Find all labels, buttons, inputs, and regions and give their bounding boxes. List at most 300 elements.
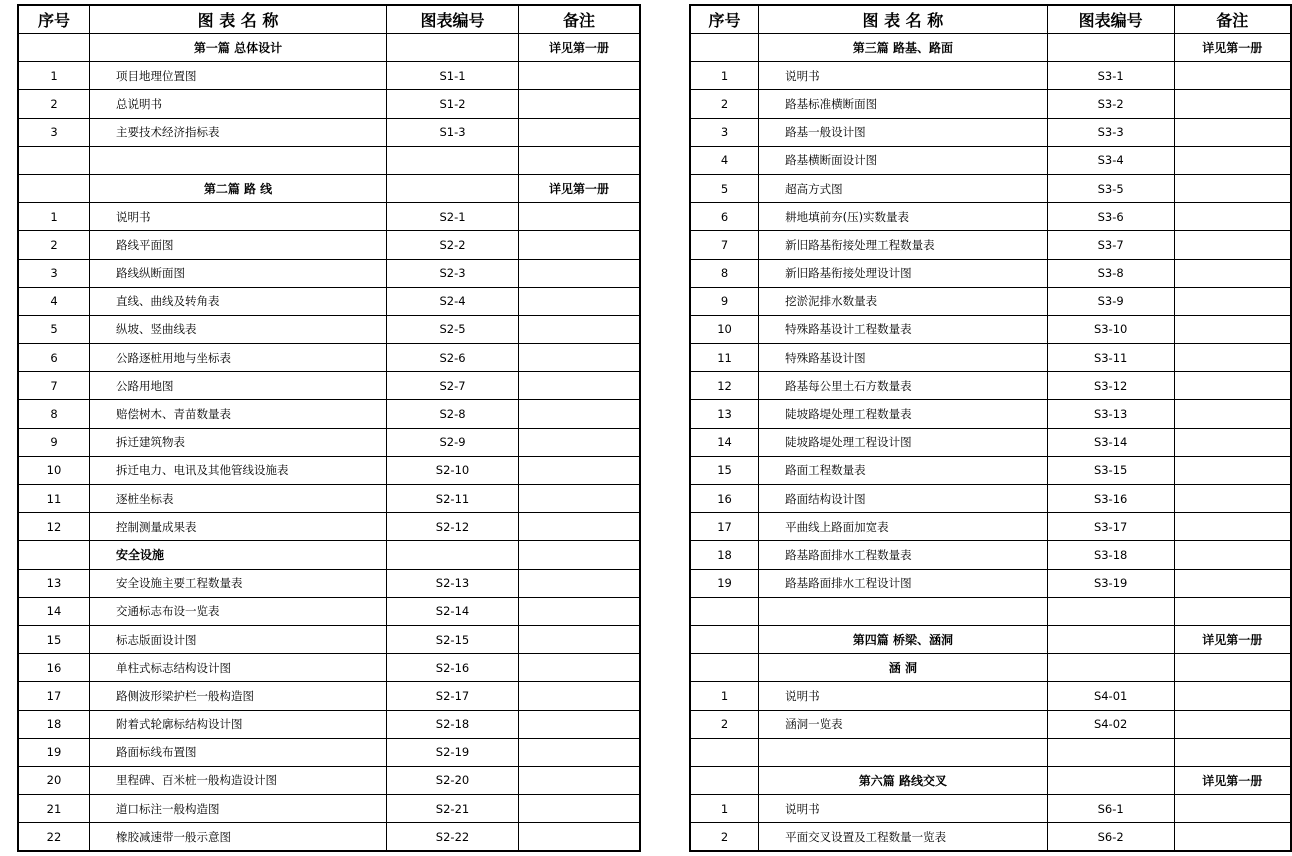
row-title: 拆迁建筑物表	[90, 428, 387, 456]
row-note	[1174, 174, 1291, 202]
row-note	[519, 428, 641, 456]
row-code: S2-11	[387, 485, 519, 513]
row-title: 路面工程数量表	[759, 456, 1048, 484]
row-note	[1174, 372, 1291, 400]
blank-row	[690, 738, 1291, 766]
section-row	[690, 34, 1291, 62]
row-title: 标志版面设计图	[90, 625, 387, 653]
row-code: S3-8	[1047, 259, 1174, 287]
row-title: 逐桩坐标表	[90, 485, 387, 513]
row-note	[1174, 118, 1291, 146]
row-title: 橡胶减速带一般示意图	[90, 823, 387, 852]
row-number: 1	[690, 62, 759, 90]
row-number: 6	[18, 344, 90, 372]
table-row	[690, 823, 1291, 852]
row-note	[1174, 541, 1291, 569]
row-note	[1174, 795, 1291, 823]
row-number: 2	[690, 710, 759, 738]
row-number: 6	[690, 203, 759, 231]
row-code: S2-19	[387, 738, 519, 766]
row-note	[1174, 682, 1291, 710]
table-row	[18, 203, 640, 231]
row-number: 8	[690, 259, 759, 287]
header-name: 图 表 名 称	[759, 5, 1048, 34]
row-code: S2-17	[387, 682, 519, 710]
row-code: S3-19	[1047, 569, 1174, 597]
table-row	[690, 541, 1291, 569]
header-code: 图表编号	[1047, 5, 1174, 34]
table-row	[18, 259, 640, 287]
row-number	[690, 34, 759, 62]
table-row	[690, 90, 1291, 118]
row-code: S3-14	[1047, 428, 1174, 456]
row-title: 路面结构设计图	[759, 485, 1048, 513]
row-note: 详见第一册	[1174, 625, 1291, 653]
row-code	[1047, 597, 1174, 625]
header-row	[18, 5, 640, 34]
row-number: 1	[690, 795, 759, 823]
row-code: S1-1	[387, 62, 519, 90]
header-row	[690, 5, 1291, 34]
row-note	[519, 90, 641, 118]
row-note	[519, 372, 641, 400]
row-code: S3-2	[1047, 90, 1174, 118]
row-number: 2	[690, 823, 759, 852]
row-note	[1174, 62, 1291, 90]
row-code: S2-5	[387, 315, 519, 343]
table-row	[18, 62, 640, 90]
row-number: 11	[18, 485, 90, 513]
row-number: 2	[690, 90, 759, 118]
row-title: 路面标线布置图	[90, 738, 387, 766]
row-title: 陡坡路堤处理工程数量表	[759, 400, 1048, 428]
row-note: 详见第一册	[1174, 766, 1291, 794]
table-row	[18, 795, 640, 823]
row-title: 特殊路基设计图	[759, 344, 1048, 372]
row-title: 安全设施主要工程数量表	[90, 569, 387, 597]
row-code: S2-4	[387, 287, 519, 315]
row-number: 9	[18, 428, 90, 456]
row-code: S1-3	[387, 118, 519, 146]
table-row	[690, 62, 1291, 90]
table-row	[690, 315, 1291, 343]
row-code: S2-15	[387, 625, 519, 653]
row-code: S3-1	[1047, 62, 1174, 90]
row-code: S3-17	[1047, 513, 1174, 541]
table-row	[690, 513, 1291, 541]
row-note	[519, 485, 641, 513]
row-number: 11	[690, 344, 759, 372]
row-note	[519, 823, 641, 852]
row-code: S2-20	[387, 766, 519, 794]
row-note	[519, 766, 641, 794]
row-code: S3-9	[1047, 287, 1174, 315]
table-row	[18, 287, 640, 315]
row-number: 12	[18, 513, 90, 541]
row-number: 1	[18, 62, 90, 90]
row-code: S2-18	[387, 710, 519, 738]
row-note	[519, 513, 641, 541]
row-number: 14	[690, 428, 759, 456]
row-title: 路线平面图	[90, 231, 387, 259]
row-note	[1174, 203, 1291, 231]
row-code: S3-18	[1047, 541, 1174, 569]
table-row	[690, 372, 1291, 400]
row-code: S2-13	[387, 569, 519, 597]
row-number: 21	[18, 795, 90, 823]
table-row	[18, 344, 640, 372]
row-title: 挖淤泥排水数量表	[759, 287, 1048, 315]
row-number: 5	[18, 315, 90, 343]
row-title: 涵 洞	[759, 654, 1048, 682]
right-index-table	[689, 4, 1292, 852]
table-row	[690, 569, 1291, 597]
row-number: 4	[18, 287, 90, 315]
table-row	[18, 710, 640, 738]
row-note	[1174, 485, 1291, 513]
row-number	[18, 541, 90, 569]
row-code: S3-4	[1047, 146, 1174, 174]
row-code: S2-10	[387, 456, 519, 484]
row-title: 特殊路基设计工程数量表	[759, 315, 1048, 343]
row-title: 说明书	[759, 682, 1048, 710]
row-number: 3	[690, 118, 759, 146]
row-number	[18, 174, 90, 202]
row-code: S2-8	[387, 400, 519, 428]
header-note: 备注	[519, 5, 641, 34]
table-row	[690, 259, 1291, 287]
row-number	[18, 34, 90, 62]
row-title: 路基路面排水工程设计图	[759, 569, 1048, 597]
row-code: S6-1	[1047, 795, 1174, 823]
row-title: 路基路面排水工程数量表	[759, 541, 1048, 569]
table-row	[18, 485, 640, 513]
header-num: 序号	[18, 5, 90, 34]
section-row	[18, 174, 640, 202]
row-code: S2-21	[387, 795, 519, 823]
row-note	[1174, 569, 1291, 597]
row-number: 15	[18, 625, 90, 653]
table-row	[18, 569, 640, 597]
row-note	[519, 231, 641, 259]
row-title: 路线纵断面图	[90, 259, 387, 287]
row-note	[519, 456, 641, 484]
table-row	[690, 428, 1291, 456]
row-number: 13	[18, 569, 90, 597]
row-title: 交通标志布设一览表	[90, 597, 387, 625]
row-number: 1	[690, 682, 759, 710]
row-title: 平面交叉设置及工程数量一览表	[759, 823, 1048, 852]
row-note	[1174, 710, 1291, 738]
row-number: 16	[690, 485, 759, 513]
table-row	[18, 372, 640, 400]
row-code: S2-9	[387, 428, 519, 456]
row-title: 超高方式图	[759, 174, 1048, 202]
row-note	[1174, 259, 1291, 287]
row-code: S4-02	[1047, 710, 1174, 738]
row-title: 里程碑、百米桩一般构造设计图	[90, 766, 387, 794]
blank-row	[690, 597, 1291, 625]
section-row	[18, 34, 640, 62]
section-row	[18, 541, 640, 569]
table-row	[18, 428, 640, 456]
row-note	[519, 625, 641, 653]
row-title: 公路用地图	[90, 372, 387, 400]
row-number: 12	[690, 372, 759, 400]
row-code: S2-7	[387, 372, 519, 400]
row-note	[519, 287, 641, 315]
header-code: 图表编号	[387, 5, 519, 34]
row-code: S3-13	[1047, 400, 1174, 428]
table-row	[18, 682, 640, 710]
row-code: S2-22	[387, 823, 519, 852]
row-title: 涵洞一览表	[759, 710, 1048, 738]
row-number	[690, 625, 759, 653]
row-title: 路基一般设计图	[759, 118, 1048, 146]
row-title: 项目地理位置图	[90, 62, 387, 90]
row-code: S2-3	[387, 259, 519, 287]
row-title: 纵坡、竖曲线表	[90, 315, 387, 343]
row-title: 平曲线上路面加宽表	[759, 513, 1048, 541]
row-note	[519, 259, 641, 287]
row-title: 第三篇 路基、路面	[759, 34, 1048, 62]
row-code	[387, 541, 519, 569]
row-number: 16	[18, 654, 90, 682]
row-title: 公路逐桩用地与坐标表	[90, 344, 387, 372]
table-row	[690, 485, 1291, 513]
row-note	[1174, 344, 1291, 372]
row-note	[519, 400, 641, 428]
row-code: S3-7	[1047, 231, 1174, 259]
row-title: 耕地填前夯(压)实数量表	[759, 203, 1048, 231]
row-note	[1174, 400, 1291, 428]
table-row	[18, 315, 640, 343]
row-number: 10	[18, 456, 90, 484]
row-title: 拆迁电力、电讯及其他管线设施表	[90, 456, 387, 484]
row-number: 14	[18, 597, 90, 625]
table-row	[690, 287, 1291, 315]
row-number: 2	[18, 90, 90, 118]
row-note: 详见第一册	[1174, 34, 1291, 62]
table-row	[690, 456, 1291, 484]
row-number: 13	[690, 400, 759, 428]
table-row	[18, 90, 640, 118]
row-code	[1047, 766, 1174, 794]
row-number	[690, 766, 759, 794]
row-note	[519, 569, 641, 597]
row-number	[690, 597, 759, 625]
row-note	[519, 795, 641, 823]
row-title: 新旧路基衔接处理工程数量表	[759, 231, 1048, 259]
row-title: 说明书	[759, 795, 1048, 823]
row-number: 8	[18, 400, 90, 428]
row-note	[519, 118, 641, 146]
row-code: S3-3	[1047, 118, 1174, 146]
row-title: 路侧波形梁护栏一般构造图	[90, 682, 387, 710]
header-name: 图 表 名 称	[90, 5, 387, 34]
row-title: 路基标准横断面图	[759, 90, 1048, 118]
table-row	[690, 118, 1291, 146]
row-number: 22	[18, 823, 90, 852]
left-table-body	[18, 34, 640, 852]
blank-row	[18, 146, 640, 174]
row-title: 新旧路基衔接处理设计图	[759, 259, 1048, 287]
row-code: S2-16	[387, 654, 519, 682]
row-number: 3	[18, 259, 90, 287]
row-code	[1047, 34, 1174, 62]
row-number: 9	[690, 287, 759, 315]
row-title: 路基每公里土石方数量表	[759, 372, 1048, 400]
row-note	[1174, 231, 1291, 259]
row-number: 17	[18, 682, 90, 710]
header-note: 备注	[1174, 5, 1291, 34]
row-note	[519, 597, 641, 625]
section-row	[690, 766, 1291, 794]
row-note: 详见第一册	[519, 174, 641, 202]
row-title: 道口标注一般构造图	[90, 795, 387, 823]
table-row	[690, 682, 1291, 710]
row-code	[1047, 654, 1174, 682]
table-row	[18, 456, 640, 484]
row-code	[1047, 625, 1174, 653]
row-note	[1174, 90, 1291, 118]
row-note	[519, 738, 641, 766]
row-note	[1174, 738, 1291, 766]
table-row	[690, 795, 1291, 823]
table-row	[18, 118, 640, 146]
row-code: S4-01	[1047, 682, 1174, 710]
row-note: 详见第一册	[519, 34, 641, 62]
row-number: 19	[18, 738, 90, 766]
row-code: S1-2	[387, 90, 519, 118]
row-title: 说明书	[90, 203, 387, 231]
row-note	[519, 146, 641, 174]
row-title: 控制测量成果表	[90, 513, 387, 541]
row-title: 第四篇 桥梁、涵洞	[759, 625, 1048, 653]
table-row	[18, 625, 640, 653]
table-row	[690, 203, 1291, 231]
row-number: 17	[690, 513, 759, 541]
table-row	[18, 513, 640, 541]
row-code	[387, 34, 519, 62]
left-index-table	[17, 4, 641, 852]
row-note	[519, 315, 641, 343]
row-note	[519, 682, 641, 710]
row-title: 说明书	[759, 62, 1048, 90]
row-code	[387, 174, 519, 202]
row-number: 2	[18, 231, 90, 259]
row-note	[1174, 428, 1291, 456]
row-note	[519, 541, 641, 569]
row-number: 3	[18, 118, 90, 146]
table-row	[690, 344, 1291, 372]
row-number: 7	[18, 372, 90, 400]
row-title: 附着式轮廓标结构设计图	[90, 710, 387, 738]
row-code	[387, 146, 519, 174]
header-num: 序号	[690, 5, 759, 34]
row-title: 主要技术经济指标表	[90, 118, 387, 146]
section-row	[690, 654, 1291, 682]
row-note	[1174, 456, 1291, 484]
row-number: 15	[690, 456, 759, 484]
row-code: S3-5	[1047, 174, 1174, 202]
table-row	[18, 231, 640, 259]
table-row	[18, 766, 640, 794]
row-title: 第一篇 总体设计	[90, 34, 387, 62]
row-title: 赔偿树木、青苗数量表	[90, 400, 387, 428]
row-code: S2-1	[387, 203, 519, 231]
row-code: S3-16	[1047, 485, 1174, 513]
row-number: 18	[18, 710, 90, 738]
row-note	[519, 203, 641, 231]
row-code: S6-2	[1047, 823, 1174, 852]
table-row	[18, 597, 640, 625]
row-code: S3-10	[1047, 315, 1174, 343]
row-code: S3-15	[1047, 456, 1174, 484]
table-row	[690, 146, 1291, 174]
table-row	[690, 231, 1291, 259]
right-table-body	[690, 34, 1291, 852]
table-row	[690, 174, 1291, 202]
table-row	[690, 710, 1291, 738]
row-note	[1174, 315, 1291, 343]
row-code: S2-12	[387, 513, 519, 541]
row-title: 总说明书	[90, 90, 387, 118]
row-title: 路基横断面设计图	[759, 146, 1048, 174]
row-note	[519, 62, 641, 90]
row-note	[1174, 823, 1291, 852]
row-number: 1	[18, 203, 90, 231]
row-number: 4	[690, 146, 759, 174]
row-code: S2-2	[387, 231, 519, 259]
row-number: 20	[18, 766, 90, 794]
row-title	[90, 146, 387, 174]
row-title: 直线、曲线及转角表	[90, 287, 387, 315]
row-number	[690, 738, 759, 766]
row-number: 19	[690, 569, 759, 597]
row-note	[519, 344, 641, 372]
row-number: 18	[690, 541, 759, 569]
row-note	[1174, 146, 1291, 174]
row-title	[759, 597, 1048, 625]
row-note	[1174, 597, 1291, 625]
row-code: S2-14	[387, 597, 519, 625]
table-row	[690, 400, 1291, 428]
row-note	[1174, 513, 1291, 541]
row-note	[519, 654, 641, 682]
row-title: 第六篇 路线交叉	[759, 766, 1048, 794]
table-row	[18, 654, 640, 682]
table-row	[18, 400, 640, 428]
section-row	[690, 625, 1291, 653]
row-note	[519, 710, 641, 738]
row-number: 5	[690, 174, 759, 202]
row-title: 陡坡路堤处理工程设计图	[759, 428, 1048, 456]
row-note	[1174, 287, 1291, 315]
row-number	[690, 654, 759, 682]
row-code: S3-11	[1047, 344, 1174, 372]
row-title	[759, 738, 1048, 766]
row-title: 第二篇 路 线	[90, 174, 387, 202]
row-title: 安全设施	[90, 541, 387, 569]
table-row	[18, 823, 640, 852]
row-code: S2-6	[387, 344, 519, 372]
row-code	[1047, 738, 1174, 766]
table-row	[18, 738, 640, 766]
row-number: 10	[690, 315, 759, 343]
row-title: 单柱式标志结构设计图	[90, 654, 387, 682]
row-code: S3-12	[1047, 372, 1174, 400]
